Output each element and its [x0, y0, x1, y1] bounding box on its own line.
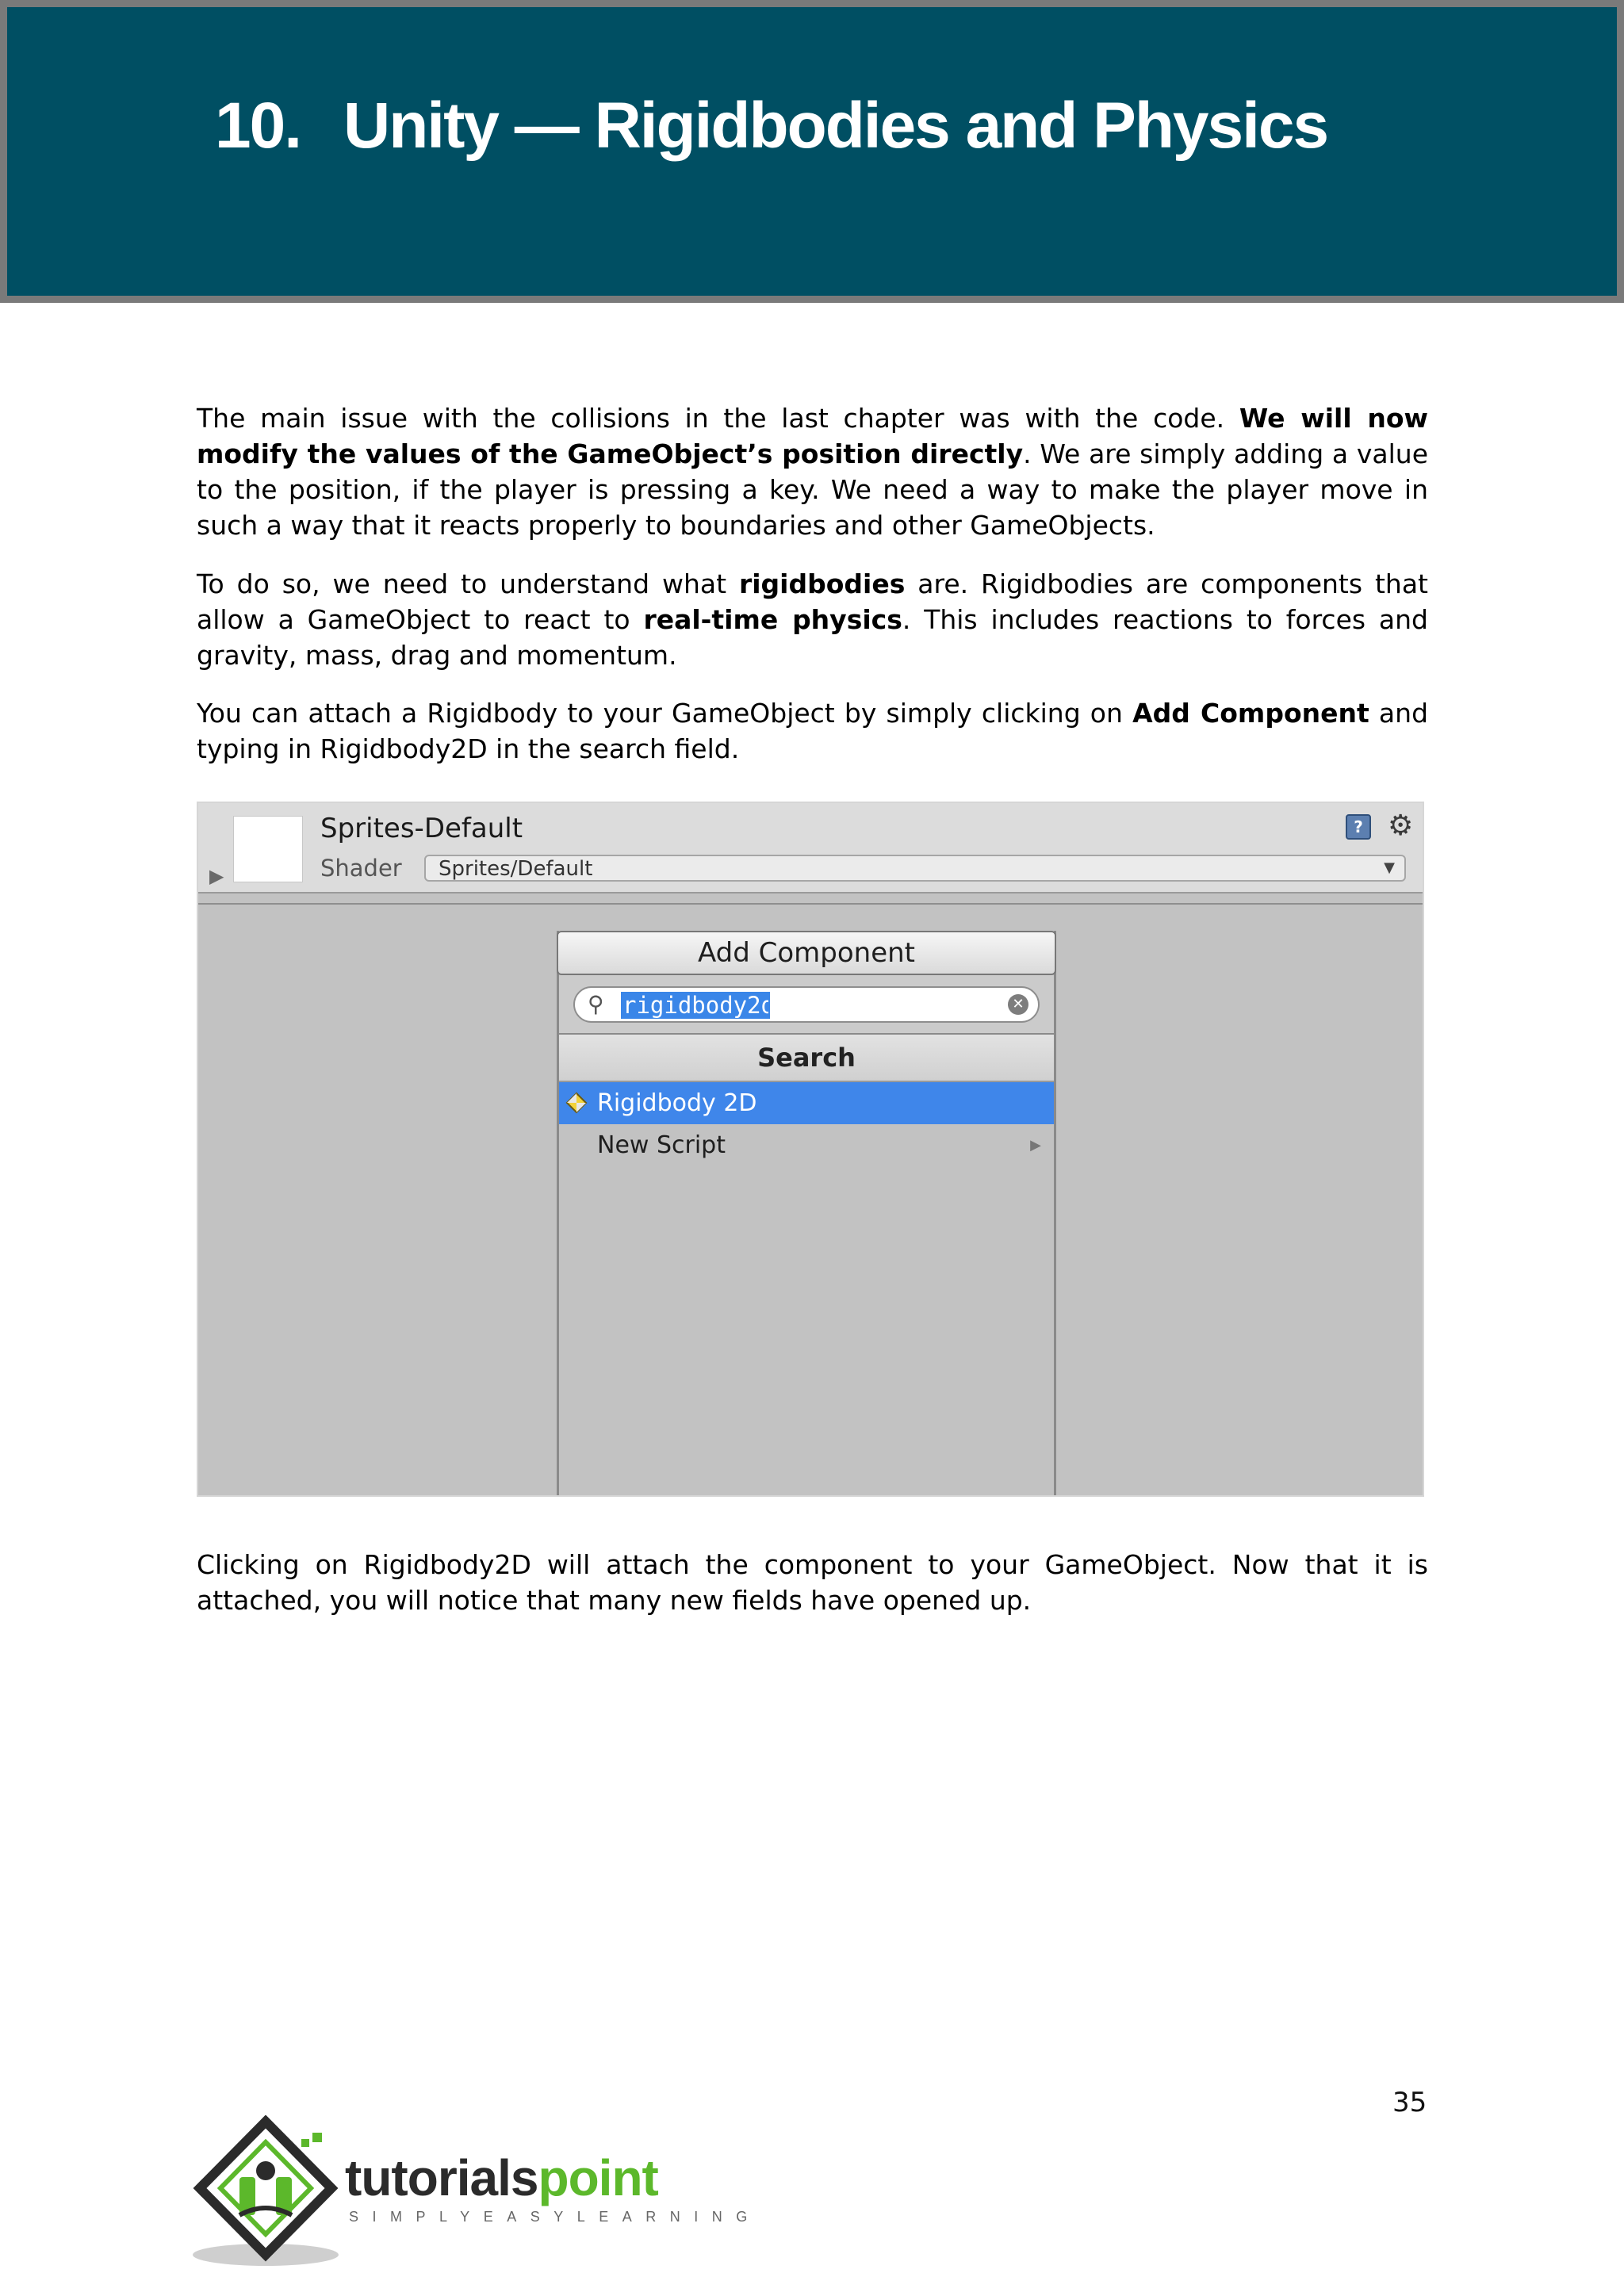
- paragraph-3: [197, 695, 1428, 767]
- logo-emblem-icon: [190, 2115, 349, 2274]
- help-book-icon[interactable]: ?: [1346, 814, 1371, 840]
- result-item-rigidbody-2d[interactable]: [559, 1082, 1054, 1124]
- submenu-arrow-icon: ▶: [1030, 1137, 1041, 1154]
- chapter-number: 10.: [215, 90, 301, 162]
- clear-search-icon[interactable]: ✕: [1008, 994, 1028, 1015]
- material-header: [198, 803, 1423, 894]
- text-run: . We are simply adding a value to the position, if the player is pressing a key. We need a way to make the player move in such a way that it reacts properly to boundaries and other GameObjects.: [197, 438, 1428, 541]
- chapter-title-text: Unity — Rigidbodies and Physics: [343, 90, 1328, 162]
- logo-text-part: tutorials: [345, 2149, 538, 2206]
- bold-run: Add Component: [1132, 698, 1369, 729]
- material-thumbnail: [233, 816, 303, 882]
- paragraph-2: [197, 566, 1428, 673]
- text-run: The main issue with the collisions in the last chapter was with the code.: [197, 403, 1239, 434]
- paragraph-1: [197, 400, 1428, 543]
- shader-label: Shader: [320, 855, 402, 882]
- add-component-button[interactable]: Add Component: [557, 931, 1056, 975]
- tutorialspoint-logo: [190, 2115, 761, 2274]
- text-run: You can attach a Rigidbody to your GameObject by simply clicking on: [197, 698, 1133, 729]
- result-item-new-script[interactable]: [559, 1124, 1054, 1166]
- text-run: Clicking on Rigidbody2D will attach the component to your GameObject. Now that it is attached, you will notice that many new fields have opened up.: [197, 1549, 1428, 1616]
- chevron-down-icon: ▼: [1384, 859, 1395, 876]
- add-component-popup: [557, 931, 1056, 1497]
- text-run: . This includes reactions to forces and gravity, mass, drag and momentum.: [197, 604, 1428, 671]
- bold-run: real-time physics: [643, 604, 902, 635]
- result-label: Rigidbody 2D: [597, 1089, 757, 1117]
- search-icon: ⚲: [588, 991, 604, 1017]
- logo-text-part: point: [538, 2149, 658, 2206]
- shader-value: Sprites/Default: [439, 857, 593, 881]
- search-box[interactable]: [573, 986, 1040, 1023]
- foldout-arrow-icon[interactable]: ▶: [209, 865, 224, 887]
- text-run: are. Rigidbodies are components that allow a GameObject to react to: [197, 568, 1428, 635]
- result-label: New Script: [597, 1131, 726, 1159]
- bold-run: rigidbodies: [738, 568, 906, 599]
- text-run: and typing in Rigidbody2D in the search field.: [197, 698, 1429, 764]
- bold-run: We will now modify the values of the GameObject’s position directly: [197, 403, 1428, 469]
- divider: [198, 903, 1423, 905]
- search-input[interactable]: [621, 992, 770, 1019]
- material-name: Sprites-Default: [320, 813, 523, 844]
- search-area: [559, 975, 1054, 1033]
- gear-icon[interactable]: ⚙: [1388, 809, 1414, 842]
- chapter-title: [215, 89, 1327, 163]
- rigidbody-icon: [565, 1092, 588, 1114]
- unity-inspector-screenshot: [197, 802, 1424, 1497]
- text-run: To do so, we need to understand what: [197, 568, 739, 599]
- chapter-banner: [0, 0, 1624, 303]
- logo-text: [345, 2149, 658, 2207]
- logo-tagline: SIMPLYEASYLEARNING: [349, 2209, 761, 2225]
- page-number: 35: [1392, 2087, 1427, 2118]
- shader-dropdown[interactable]: [424, 855, 1406, 882]
- search-results-header: Search: [559, 1033, 1054, 1082]
- paragraph-4: [197, 1547, 1428, 1618]
